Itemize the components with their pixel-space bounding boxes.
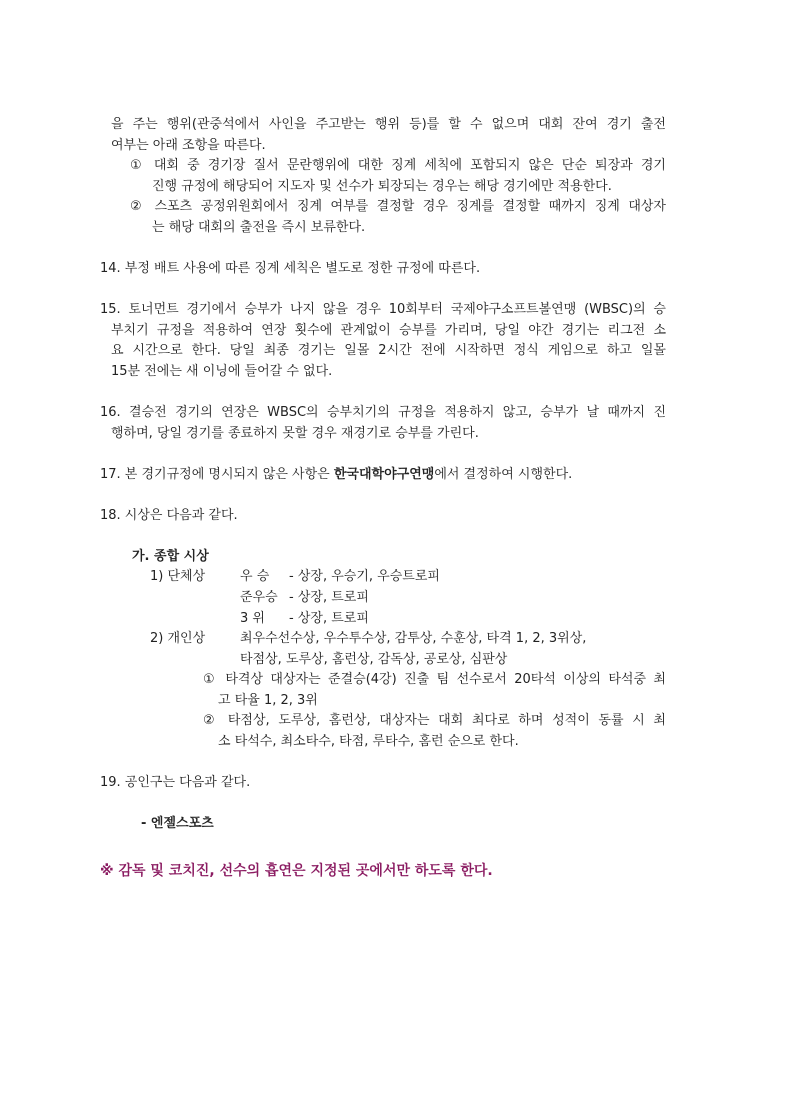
item13-sub2-line2: 는 해당 대회의 출전을 즉시 보류한다.	[152, 220, 366, 235]
team-award-label: 1) 단체상	[150, 569, 206, 584]
item13-line2: 여부는 아래 조항을 따른다.	[111, 138, 266, 153]
item13-line1: 을 주는 행위(관중석에서 사인을 주고받는 행위 등)를 할 수 없으며 대회 잔여 경기 출전	[111, 117, 666, 132]
individual-award-line1: 최우수선수상, 우수투수상, 감투상, 수훈상, 타격 1, 2, 3위상,	[240, 631, 587, 646]
item16-line1: 16. 결승전 경기의 연장은 WBSC의 승부치기의 규정을 적용하지 않고, 승부가 날 때까지 진	[100, 405, 666, 420]
note2-line1: ② 타점상, 도루상, 홈런상, 대상자는 대회 최다로 하며 성적이 동률 시 최	[203, 713, 666, 728]
item13-sub2-line1: ② 스포츠 공정위원회에서 징계 여부를 결정할 경우 징계를 결정할 때까지 징계 대상자	[130, 199, 666, 214]
federation-name: 한국대학야구연맹	[333, 467, 435, 482]
item15-line3: 요 시간으로 한다. 당일 최종 경기는 일몰 2시간 전에 시작하면 정식 게임으로 하고 일몰	[111, 343, 666, 358]
official-ball-brand: - 엔젤스포츠	[141, 816, 214, 831]
team-row-2-rank: 준우승	[240, 590, 278, 605]
item14-text: 14. 부정 배트 사용에 따른 징계 세칙은 별도로 정한 규정에 따른다.	[100, 261, 481, 276]
smoking-notice: ※ 감독 및 코치진, 선수의 흡연은 지정된 곳에서만 하도록 한다.	[100, 863, 493, 879]
note1-line1: ① 타격상 대상자는 준결승(4강) 진출 팀 선수로서 20타석 이상의 타석중 최	[203, 672, 666, 687]
item18-title: 18. 시상은 다음과 같다.	[100, 508, 238, 523]
item17-text: 17. 본 경기규정에 명시되지 않은 사항은 한국대학야구연맹에서 결정하여 시행한다.	[100, 467, 573, 482]
item13-sub1-line1: ① 대회 중 경기장 질서 문란행위에 대한 징계 세칙에 포함되지 않은 단순 퇴장과 경기	[130, 158, 666, 173]
individual-award-label: 2) 개인상	[150, 631, 206, 646]
note1-line2: 고 타율 1, 2, 3위	[218, 693, 318, 708]
team-row-1-rank: 우 승	[240, 569, 270, 584]
individual-award-line2: 타점상, 도루상, 홈런상, 감독상, 공로상, 심판상	[240, 652, 508, 667]
team-row-3-rank: 3 위	[240, 611, 265, 626]
note2-line2: 소 타석수, 최소타수, 타점, 루타수, 홈런 순으로 한다.	[218, 734, 519, 749]
team-row-3-award: - 상장, 트로피	[289, 611, 369, 626]
section-ga-title: 가. 종합 시상	[132, 549, 209, 564]
team-row-2-award: - 상장, 트로피	[289, 590, 369, 605]
item19-title: 19. 공인구는 다음과 같다.	[100, 775, 251, 790]
item15-line4: 15분 전에는 새 이닝에 들어갈 수 없다.	[111, 364, 333, 379]
item13-sub1-line2: 진행 규정에 해당되어 지도자 및 선수가 퇴장되는 경우는 해당 경기에만 적용한다.	[152, 179, 612, 194]
item16-line2: 행하며, 당일 경기를 종료하지 못할 경우 재경기로 승부를 가린다.	[111, 426, 479, 441]
item15-line1: 15. 토너먼트 경기에서 승부가 나지 않을 경우 10회부터 국제야구소프트볼연맹 (WBSC)의 승	[100, 302, 666, 317]
team-row-1-award: - 상장, 우승기, 우승트로피	[289, 569, 440, 584]
item15-line2: 부치기 규정을 적용하여 연장 횟수에 관계없이 승부를 가리며, 당일 야간 경기는 리그전 소	[111, 323, 666, 338]
